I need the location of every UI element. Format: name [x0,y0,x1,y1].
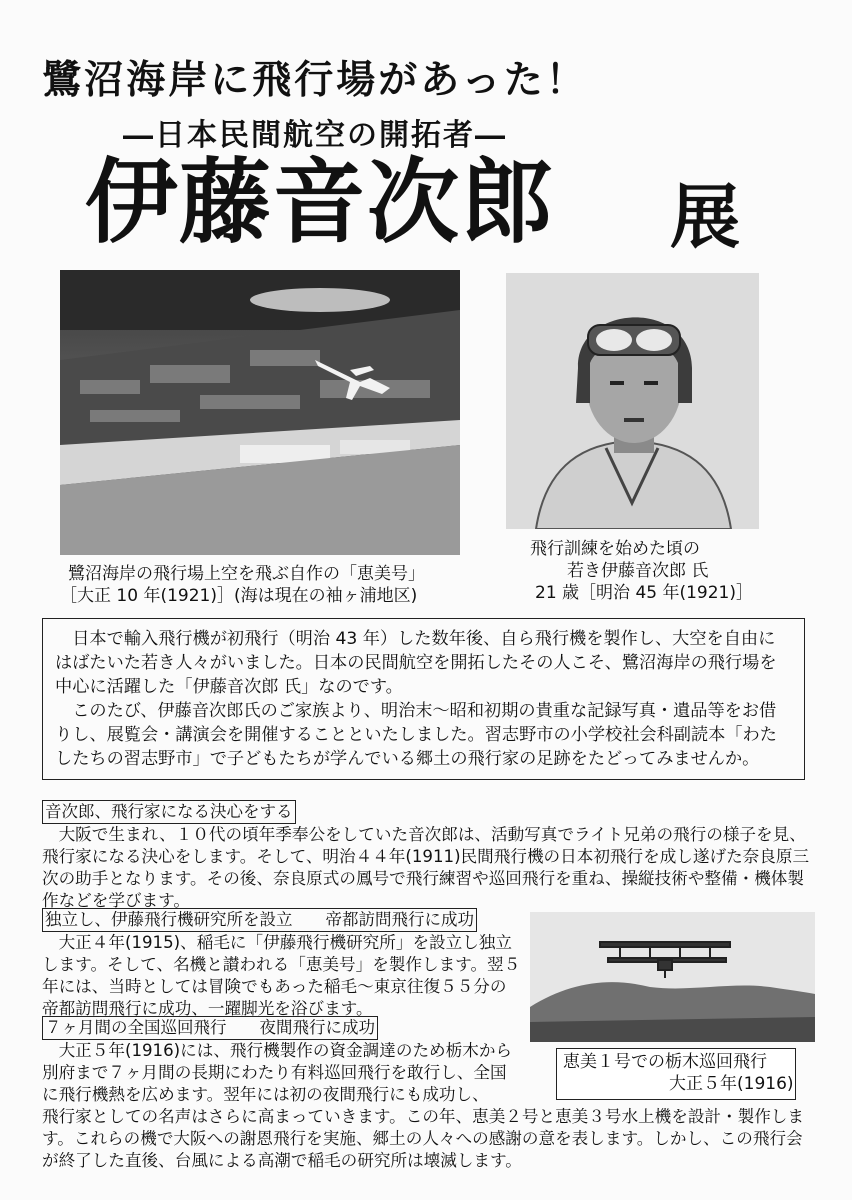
portrait-caption-line1: 飛行訓練を始めた頃の [530,539,700,559]
biplane-photo-image [530,912,815,1042]
portrait-photo [506,273,759,529]
section-1-body: 大阪で生まれ、１０代の頃年季奉公をしていた音次郎は、活動写真でライト兄弟の飛行の様子を見、飛行家になる決心をします。そして、明治４４年(1911)民間飛行機の日本初飛行を成し遂げた奈良原三次の助手となります。その後、奈良原式の鳳号で飛行練習や巡回飛行を重ね、操縦技術や整備・機体製作などを学びます。 [42,825,810,910]
section-3-body-part1: 大正５年(1916)には、飛行機製作の資金調達のため栃木から別府まで７ヶ月間の長期にわたり有料巡回飛行を敢行し、全国に飛行機熱を広めます。翌年には初の夜間飛行にも成功し、 [42,1041,513,1104]
section-3-body-part2: 飛行家としての名声はさらに高まっていきます。この年、恵美２号と恵美３号水上機を設計・製作します。これらの機で大阪への謝恩飛行を実施、郷土の人々への感謝の意を表します。しかし、この飛行会が終了した直後、台風による高潮で稲毛の研究所は壊滅します。 [42,1107,804,1170]
intro-paragraph-2: このたび、伊藤音次郎氏のご家族より、明治末～昭和初期の貴重な記録写真・遺品等をお借りし、展覧会・講演会を開催することといたしました。習志野市の小学校社会科副読本「わたしたちの習志野市」で子どもたちが学んでいる郷土の飛行家の足跡をたどってみませんか。 [55,701,777,769]
page-subtitle: ―日本民間航空の開拓者― [123,118,507,153]
biplane-caption-line1: 恵美１号での栃木巡回飛行 [563,1052,767,1072]
aerial-photo-image [60,270,460,555]
aerial-caption-line2: ［大正 10 年(1921)］(海は現在の袖ヶ浦地区) [60,586,418,606]
biplane-photo [530,912,815,1042]
portrait-photo-image [506,273,759,529]
page-title-top: 鷺沼海岸に飛行場があった！ [42,57,588,103]
portrait-caption-line3: 21 歳［明治 45 年(1921)］ [535,583,754,603]
intro-paragraph-1: 日本で輸入飛行機が初飛行（明治 43 年）した数年後、自ら飛行機を製作し、大空を自由にはばたいた若き人々がいました。日本の民間航空を開拓したその人こそ、鷺沼海岸の飛行場を中心に活躍した「伊藤音次郎 氏」なのです。 [55,629,777,697]
biplane-caption-box [556,1048,796,1100]
exhibition-name: 伊藤音次郎 [85,148,556,256]
intro-box [42,618,805,780]
section-2-body: 大正４年(1915)、稲毛に「伊藤飛行機研究所」を設立し独立します。そして、名機と讃われる「恵美号」を製作します。翌５年には、当時としては冒険でもあった稲毛～東京往復５５分の帝都訪問飛行に成功、一躍脚光を浴びます。 [42,933,521,1018]
exhibition-suffix: 展 [670,175,740,258]
aerial-caption-line1: 鷺沼海岸の飛行場上空を飛ぶ自作の「恵美号」 [68,564,425,584]
section-2-heading: 独立し、伊藤飛行機研究所を設立 帝都訪問飛行に成功 [42,908,477,932]
portrait-caption-line2: 若き伊藤音次郎 氏 [567,561,709,581]
section-3-heading: ７ヶ月間の全国巡回飛行 夜間飛行に成功 [42,1016,378,1040]
aerial-photo [60,270,460,555]
section-1-heading: 音次郎、飛行家になる決心をする [42,800,296,824]
biplane-caption-line2: 大正５年(1916) [669,1074,794,1094]
